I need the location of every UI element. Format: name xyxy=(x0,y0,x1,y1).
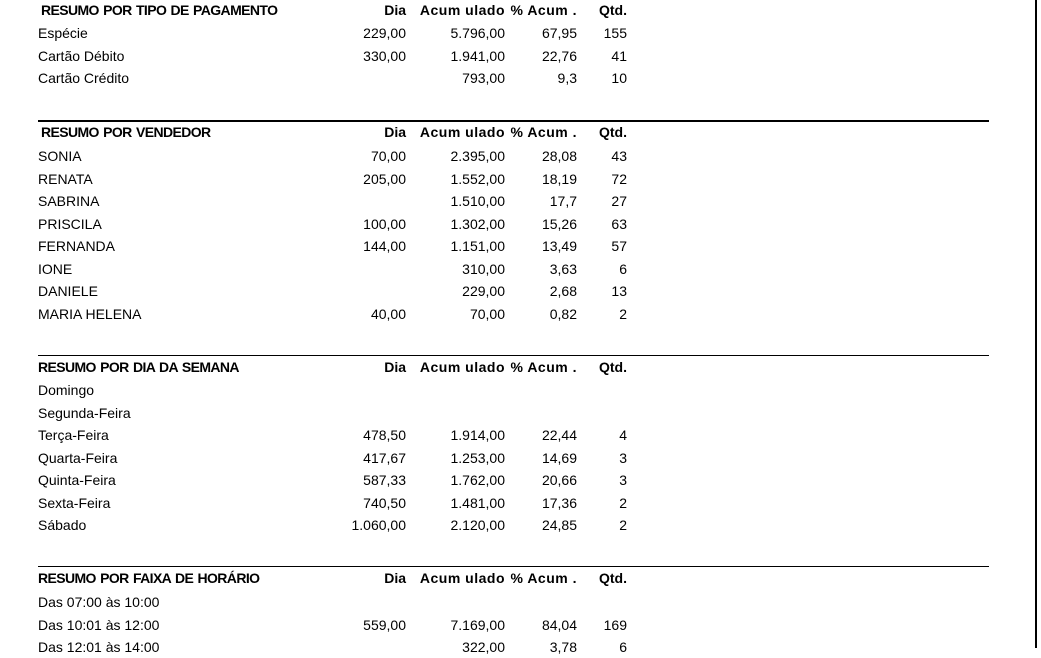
table-row xyxy=(0,45,640,67)
section-title: RESUMO POR DIA DA SEMANA xyxy=(38,359,239,375)
section-title: RESUMO POR TIPO DE PAGAMENTO xyxy=(41,2,278,18)
section-header-semana xyxy=(0,356,640,378)
qtd-value: 169 xyxy=(603,616,627,633)
percent-value: 24,85 xyxy=(541,517,577,533)
table-row xyxy=(0,492,640,514)
qtd-value: 2 xyxy=(619,305,627,322)
table-row xyxy=(0,303,640,325)
row-label: Espécie xyxy=(38,25,88,41)
qtd-value: 2 xyxy=(619,517,627,533)
percent-value: 28,08 xyxy=(541,148,577,164)
row-label: Das 10:01 às 12:00 xyxy=(38,616,160,633)
dia-value: 205,00 xyxy=(363,170,406,187)
table-row xyxy=(0,636,640,658)
col-acum-header: Acum ulado xyxy=(419,359,505,375)
qtd-value: 10 xyxy=(611,70,627,86)
dia-value: 330,00 xyxy=(363,47,406,64)
row-label: Domingo xyxy=(38,382,95,398)
qtd-value: 72 xyxy=(611,170,627,187)
acumulado-value: 1.302,00 xyxy=(450,215,505,232)
table-row xyxy=(0,379,640,401)
table-row xyxy=(0,235,640,257)
acumulado-value: 1.762,00 xyxy=(450,472,505,488)
table-row xyxy=(0,258,640,280)
percent-value: 67,95 xyxy=(541,25,577,41)
row-label: Cartão Débito xyxy=(38,47,125,64)
col-acum-header: Acum ulado xyxy=(419,570,505,586)
col-dia-header: Dia xyxy=(384,2,406,18)
dia-value: 1.060,00 xyxy=(351,517,406,533)
percent-value: 15,26 xyxy=(541,215,577,232)
acumulado-value: 1.510,00 xyxy=(450,193,505,210)
row-label: PRISCILA xyxy=(38,215,102,232)
qtd-value: 63 xyxy=(611,215,627,232)
row-label: IONE xyxy=(38,260,73,277)
acumulado-value: 1.941,00 xyxy=(450,47,505,64)
dia-value: 229,00 xyxy=(363,25,406,41)
qtd-value: 41 xyxy=(611,47,627,64)
col-pct-header: % Acum . xyxy=(510,124,577,140)
section-title: RESUMO POR FAIXA DE HORÁRIO xyxy=(38,570,260,586)
table-row xyxy=(0,447,640,469)
row-label: Sexta-Feira xyxy=(38,494,111,511)
acumulado-value: 310,00 xyxy=(462,260,505,277)
section-header-horario xyxy=(0,567,640,589)
dia-value: 740,50 xyxy=(363,494,406,511)
percent-value: 2,68 xyxy=(549,283,577,300)
acumulado-value: 2.120,00 xyxy=(450,517,505,533)
col-qtd-header: Qtd. xyxy=(599,570,627,586)
acumulado-value: 5.796,00 xyxy=(450,25,505,41)
col-qtd-header: Qtd. xyxy=(599,2,627,18)
table-row xyxy=(0,402,640,424)
percent-value: 17,36 xyxy=(541,494,577,511)
percent-value: 18,19 xyxy=(541,170,577,187)
col-acum-header: Acum ulado xyxy=(419,124,505,140)
table-row xyxy=(0,614,640,636)
table-row xyxy=(0,22,640,44)
table-row xyxy=(0,168,640,190)
row-label: RENATA xyxy=(38,170,93,187)
dia-value: 478,50 xyxy=(363,427,406,443)
dia-value: 587,33 xyxy=(363,472,406,488)
qtd-value: 13 xyxy=(611,283,627,300)
acumulado-value: 1.552,00 xyxy=(450,170,505,187)
section-title: RESUMO POR VENDEDOR xyxy=(41,124,211,140)
table-row xyxy=(0,67,640,89)
acumulado-value: 7.169,00 xyxy=(450,616,505,633)
qtd-value: 57 xyxy=(611,238,627,255)
page-right-border xyxy=(1035,0,1037,648)
row-label: Das 07:00 às 10:00 xyxy=(38,594,160,610)
col-dia-header: Dia xyxy=(384,570,406,586)
row-label: Sábado xyxy=(38,517,87,533)
row-label: Cartão Crédito xyxy=(38,70,130,86)
acumulado-value: 2.395,00 xyxy=(450,148,505,164)
section-header-pagamento xyxy=(0,0,640,21)
row-label: Das 12:01 às 14:00 xyxy=(38,639,160,655)
qtd-value: 43 xyxy=(611,148,627,164)
qtd-value: 6 xyxy=(619,260,627,277)
acumulado-value: 1.253,00 xyxy=(450,449,505,466)
acumulado-value: 793,00 xyxy=(462,70,505,86)
percent-value: 20,66 xyxy=(541,472,577,488)
qtd-value: 3 xyxy=(619,449,627,466)
col-dia-header: Dia xyxy=(384,124,406,140)
col-qtd-header: Qtd. xyxy=(599,124,627,140)
qtd-value: 4 xyxy=(619,427,627,443)
qtd-value: 2 xyxy=(619,494,627,511)
qtd-value: 27 xyxy=(611,193,627,210)
percent-value: 84,04 xyxy=(541,616,577,633)
acumulado-value: 70,00 xyxy=(469,305,505,322)
percent-value: 0,82 xyxy=(549,305,577,322)
percent-value: 3,63 xyxy=(549,260,577,277)
dia-value: 559,00 xyxy=(363,616,406,633)
table-row xyxy=(0,591,640,613)
col-acum-header: Acum ulado xyxy=(419,2,505,18)
table-row xyxy=(0,190,640,212)
acumulado-value: 1.914,00 xyxy=(450,427,505,443)
acumulado-value: 229,00 xyxy=(462,283,505,300)
table-row xyxy=(0,145,640,167)
table-row xyxy=(0,213,640,235)
percent-value: 17,7 xyxy=(549,193,577,210)
percent-value: 13,49 xyxy=(541,238,577,255)
row-label: SABRINA xyxy=(38,193,100,210)
table-row xyxy=(0,514,640,536)
col-qtd-header: Qtd. xyxy=(599,359,627,375)
acumulado-value: 1.481,00 xyxy=(450,494,505,511)
dia-value: 417,67 xyxy=(363,449,406,466)
percent-value: 22,44 xyxy=(541,427,577,443)
row-label: MARIA HELENA xyxy=(38,305,142,322)
dia-value: 70,00 xyxy=(370,148,406,164)
percent-value: 3,78 xyxy=(549,639,577,655)
percent-value: 22,76 xyxy=(541,47,577,64)
row-label: Quarta-Feira xyxy=(38,449,118,466)
dia-value: 40,00 xyxy=(370,305,406,322)
row-label: Terça-Feira xyxy=(38,427,109,443)
percent-value: 9,3 xyxy=(557,70,577,86)
percent-value: 14,69 xyxy=(541,449,577,466)
table-row xyxy=(0,469,640,491)
section-header-vendedor xyxy=(0,121,640,143)
col-pct-header: % Acum . xyxy=(510,2,577,18)
col-pct-header: % Acum . xyxy=(510,570,577,586)
acumulado-value: 1.151,00 xyxy=(450,238,505,255)
row-label: SONIA xyxy=(38,148,82,164)
row-label: Quinta-Feira xyxy=(38,472,116,488)
col-pct-header: % Acum . xyxy=(510,359,577,375)
qtd-value: 3 xyxy=(619,472,627,488)
row-label: DANIELE xyxy=(38,283,98,300)
dia-value: 100,00 xyxy=(363,215,406,232)
qtd-value: 6 xyxy=(619,639,627,655)
col-dia-header: Dia xyxy=(384,359,406,375)
acumulado-value: 322,00 xyxy=(462,639,505,655)
table-row xyxy=(0,424,640,446)
qtd-value: 155 xyxy=(603,25,627,41)
row-label: FERNANDA xyxy=(38,238,116,255)
table-row xyxy=(0,280,640,302)
row-label: Segunda-Feira xyxy=(38,404,131,421)
dia-value: 144,00 xyxy=(363,238,406,255)
